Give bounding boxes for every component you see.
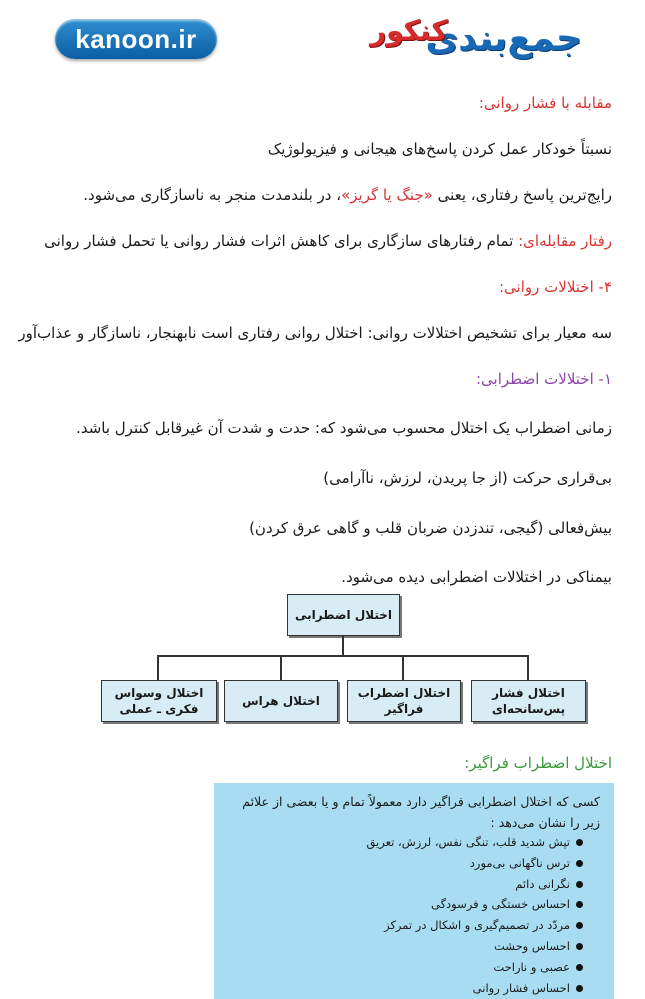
list-item: مردّد در تصمیم‌گیری و اشکال در تمرکز — [366, 915, 583, 936]
diagram-child-gad: اختلال اضطراب فراگیر — [347, 680, 461, 722]
diagram-connector-3 — [280, 655, 282, 680]
text-line-8: بیمناکی در اختلالات اضطرابی دیده می‌شود. — [341, 568, 612, 586]
bullet-icon — [576, 881, 583, 888]
brand-title — [370, 14, 582, 66]
list-item: تپش شدید قلب، تنگی نفس، لرزش، تعریق — [366, 832, 583, 853]
heading-disorders: ۴- اختلالات روانی: — [499, 278, 612, 296]
bullet-icon — [576, 922, 583, 929]
text-line-3-text: تمام رفتارهای سازگاری برای کاهش اثرات فشار روانی یا تحمل فشار روانی — [44, 232, 519, 250]
text-line-3 — [44, 232, 612, 250]
diagram-child-ptsd: اختلال فشار پس‌سانحه‌ای — [471, 680, 586, 722]
kanoon-logo[interactable]: kanoon.ir — [55, 19, 217, 59]
bullet-icon — [576, 901, 583, 908]
text-line-2-highlight: «جنگ یا گریز» — [341, 186, 433, 204]
bullet-icon — [576, 985, 583, 992]
list-item: احساس خستگی و فرسودگی — [366, 894, 583, 915]
diagram-child-ocd: اختلال وسواس فکری ـ عملی — [101, 680, 217, 722]
text-line-6: بی‌قراری حرکت (از جا پریدن، لرزش، ناآرامی) — [323, 469, 612, 487]
text-line-5: زمانی اضطراب یک اختلال محسوب می‌شود که: حدت و شدت آن غیرقابل کنترل باشد. — [76, 419, 612, 437]
diagram-connector-horizontal — [157, 655, 528, 657]
list-item: ترس ناگهانی بی‌مورد — [366, 853, 583, 874]
diagram-connector-1 — [527, 655, 529, 680]
list-item: عصبی و ناراحت — [366, 957, 583, 978]
list-item: احساس فشار روانی — [366, 978, 583, 999]
diagram-root: اختلال اضطرابی — [287, 594, 400, 636]
text-line-2-before: رایج‌ترین پاسخ رفتاری، یعنی — [432, 186, 612, 204]
text-line-2 — [83, 186, 612, 204]
diagram-connector-root — [342, 636, 344, 656]
diagram-connector-2 — [402, 655, 404, 680]
text-line-7: بیش‌فعالی (گیجی، تندزدن ضربان قلب و گاهی عرق کردن) — [249, 519, 612, 537]
list-item: احساس وحشت — [366, 936, 583, 957]
text-line-4: سه معیار برای تشخیص اختلالات روانی: اختلال روانی رفتاری است نابهنجار، ناسازگار و عذاب‌آور — [18, 324, 612, 342]
symptoms-list — [366, 832, 583, 998]
text-line-1: نسبتاً خودکار عمل کردن پاسخ‌های هیجانی و فیزیولوژیک — [267, 140, 612, 158]
bullet-icon — [576, 860, 583, 867]
heading-gad: اختلال اضطراب فراگیر: — [464, 754, 612, 772]
panel-intro: کسی که اختلال اضطرابی فراگیر دارد معمولاً تمام و یا بعضی از علائم زیر را نشان می‌دهد : — [242, 794, 600, 830]
list-item: نگرانی دائم — [366, 874, 583, 895]
diagram-connector-4 — [157, 655, 159, 680]
text-line-2-after: ، در بلندمدت منجر به ناسازگاری می‌شود. — [83, 186, 342, 204]
bullet-icon — [576, 943, 583, 950]
text-line-3-label: رفتار مقابله‌ای: — [518, 232, 612, 250]
heading-anxiety: ۱- اختلالات اضطرابی: — [476, 370, 612, 388]
diagram-child-panic: اختلال هراس — [224, 680, 338, 722]
bullet-icon — [576, 964, 583, 971]
heading-coping: مقابله با فشار روانی: — [478, 94, 612, 112]
bullet-icon — [576, 839, 583, 846]
brand-title-part1: جمع‌بندی — [425, 18, 582, 59]
brand-title-part2: کنکور — [370, 14, 448, 47]
